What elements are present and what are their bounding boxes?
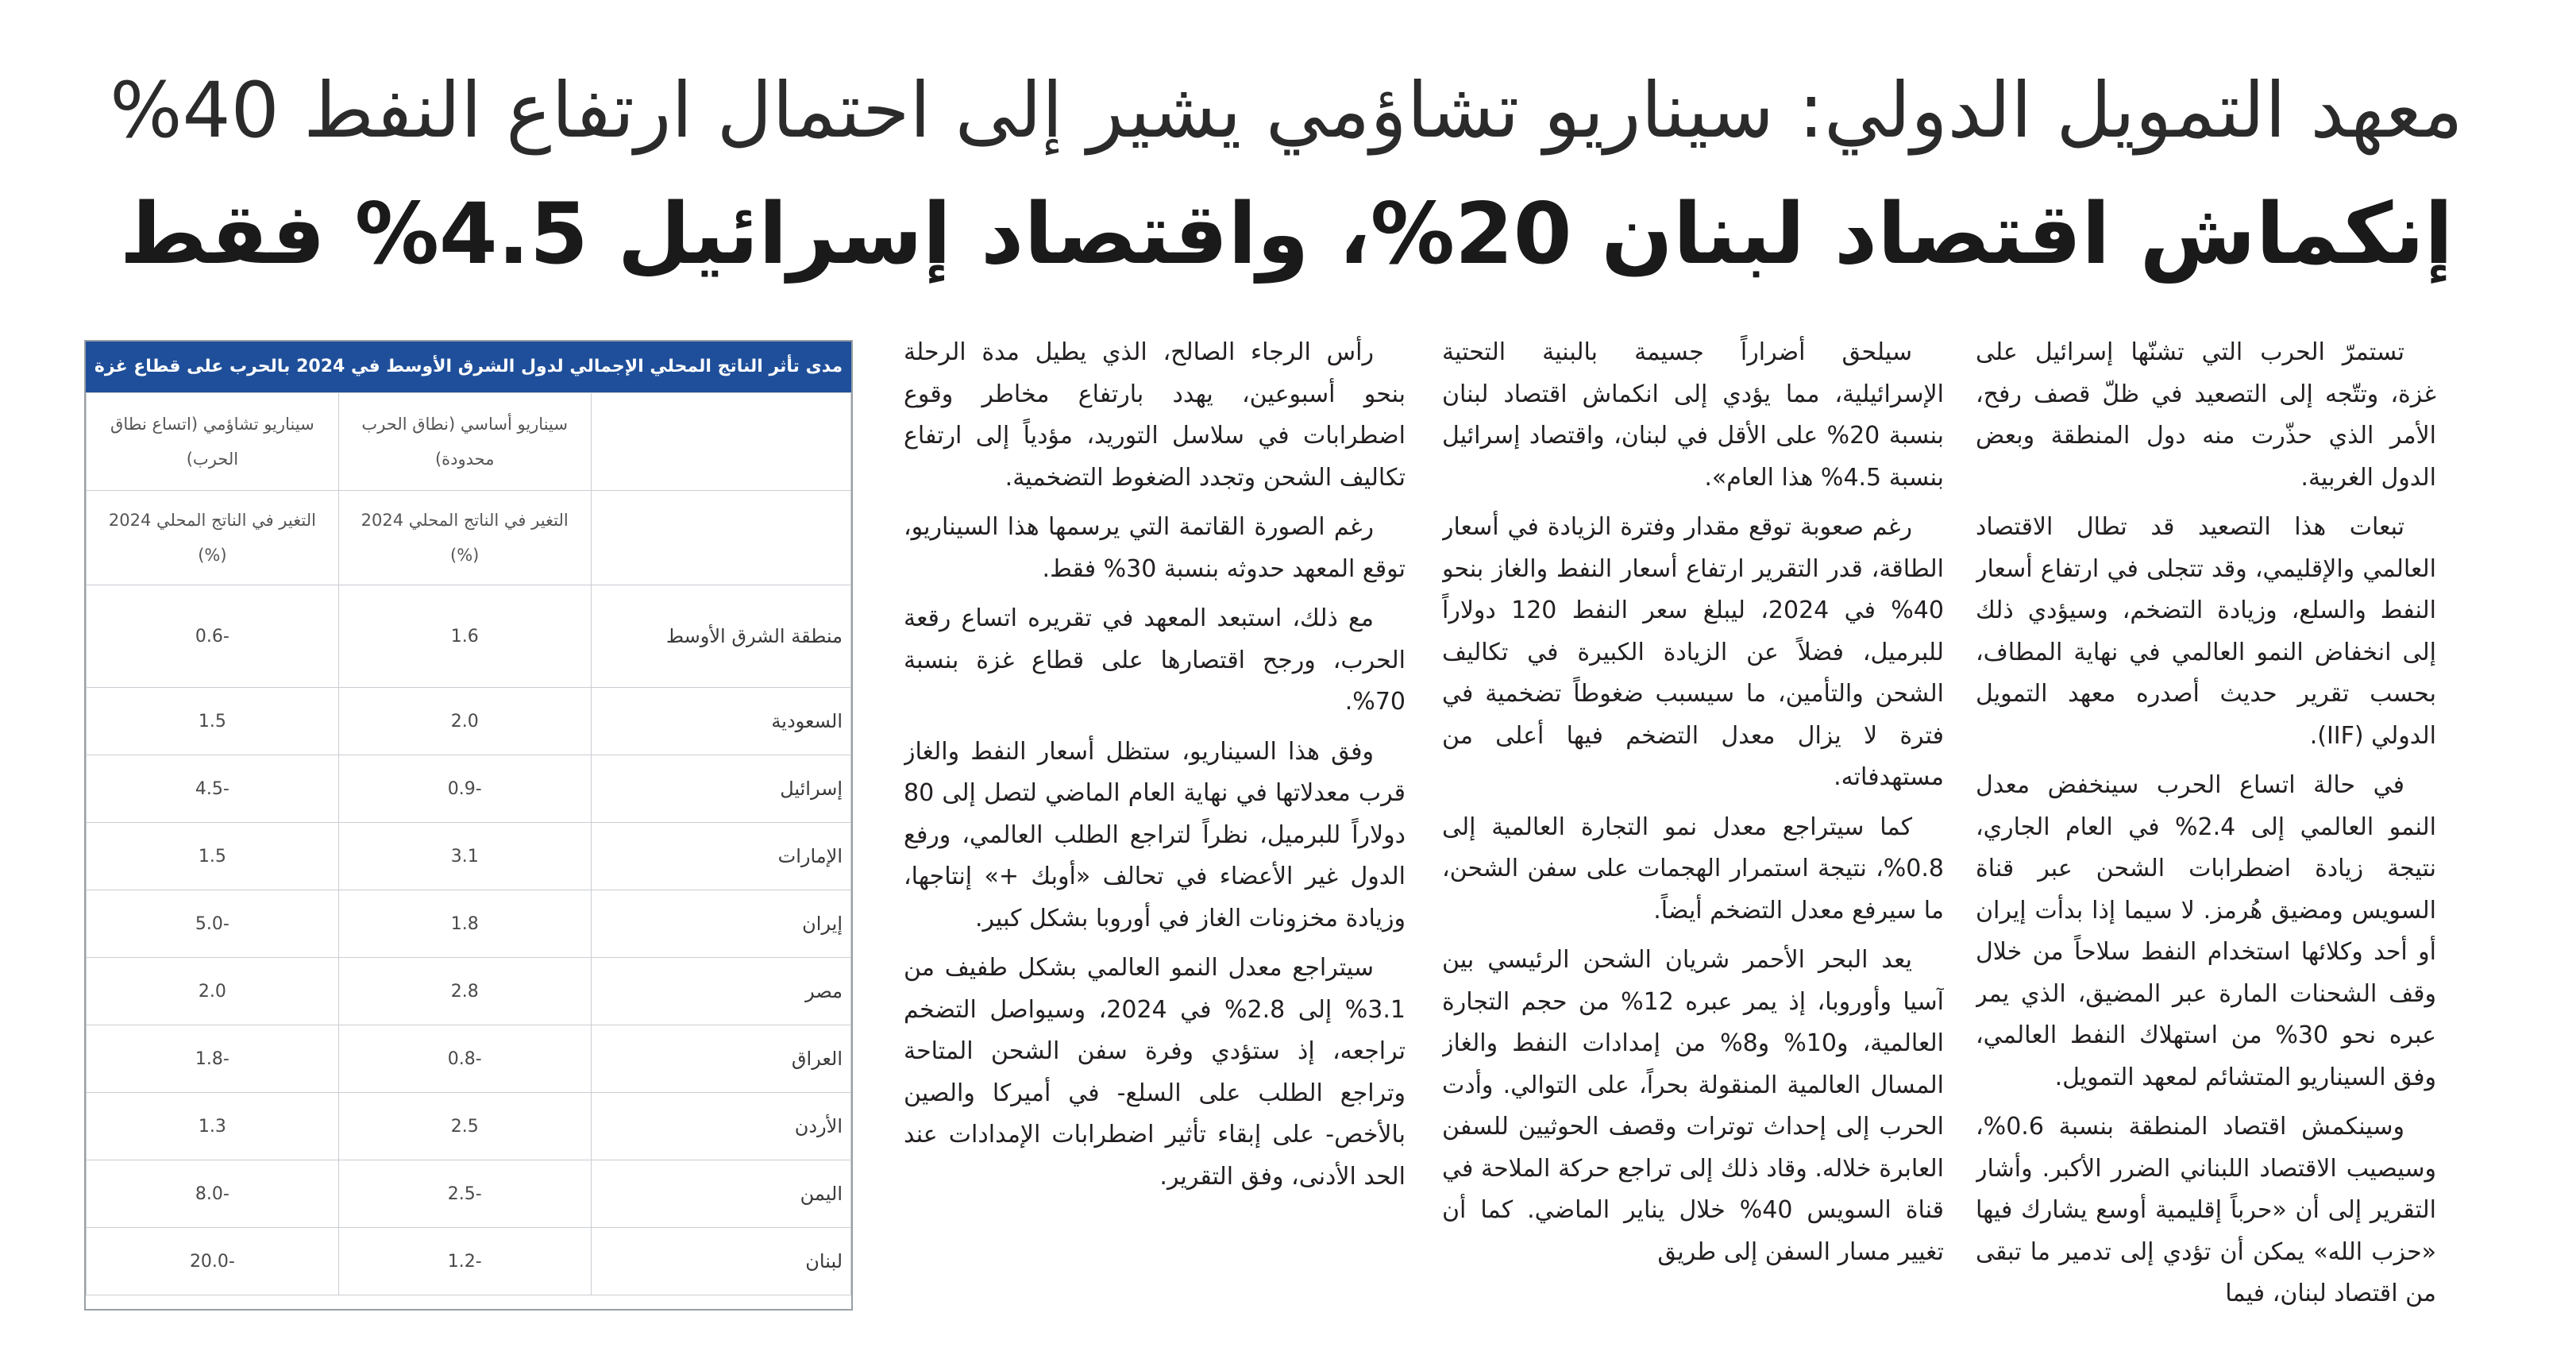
country-cell: مصر [591, 958, 850, 1025]
pessimistic-value-cell: -20.0 [87, 1228, 339, 1295]
subheader-empty-cell [591, 491, 850, 585]
base-value-cell: -0.9 [338, 755, 591, 823]
paragraph: وسينكمش اقتصاد المنطقة بنسبة 0.6%، وسيصيب الاقتصاد اللبناني الضرر الأكبر. وأشار التقرير إلى أن «حرباً إقليمية أوسع يشارك فيها «حزب الله» يمكن أن تؤدي إلى تدمير ما تبقى من اقتصاد لبنان، فيما [1976, 1113, 2436, 1307]
country-cell: الأردن [591, 1093, 850, 1160]
pessimistic-value-cell: -1.8 [87, 1025, 339, 1093]
base-value-cell: 3.1 [338, 823, 591, 890]
paragraph: يعد البحر الأحمر شريان الشحن الرئيسي بين آسيا وأوروبا، إذ يمر عبره 12% من حجم التجارة العالمية، و10% و8% من إمدادات النفط والغاز المسال العالمية المنقولة بحراً، على التوالي. وأدت الحرب إلى إحداث توترات وقصف الحوثيين للسفن العابرة خلاله. وقاد ذلك إلى تراجع حركة الملاحة في قناة السويس 40% خلال يناير الماضي. كما أن تغيير مسار السفن إلى طريق [1442, 946, 1944, 1266]
table-row [87, 823, 851, 890]
table-row [87, 1093, 851, 1160]
table-row [87, 1160, 851, 1228]
pessimistic-value-cell: 2.0 [87, 958, 339, 1025]
table-row [87, 890, 851, 958]
country-cell: الإمارات [591, 823, 850, 890]
pessimistic-value-cell: -5.0 [87, 890, 339, 958]
subheader-pessimistic: التغير في الناتج المحلي 2024 (%) [87, 491, 339, 585]
base-value-cell: 2.0 [338, 688, 591, 755]
country-cell: العراق [591, 1025, 850, 1093]
pessimistic-value-cell: -0.6 [87, 585, 339, 688]
base-value-cell: 1.8 [338, 890, 591, 958]
paragraph: سيلحق أضراراً جسيمة بالبنية التحتية الإسرائيلية، مما يؤدي إلى انكماش اقتصاد لبنان بنسبة 20% على الأقل في لبنان، واقتصاد إسرائيل بنسبة 4.5% هذا العام». [1442, 338, 1944, 492]
main-headline: إنكماش اقتصاد لبنان 20%، واقتصاد إسرائيل 4.5% فقط [119, 185, 2454, 283]
paragraph: رغم صعوبة توقع مقدار وفترة الزيادة في أسعار الطاقة، قدر التقرير ارتفاع أسعار النفط والغاز بنحو 40% في 2024، ليبلغ سعر النفط 120 دولاراً للبرميل، فضلاً عن الزيادة الكبيرة في تكاليف الشحن والتأمين، ما سيسبب ضغوطاً تضخمية في فترة لا يزال معدل التضخم فيها أعلى من مستهدفاته. [1442, 513, 1944, 791]
table-title: مدى تأثر الناتج المحلي الإجمالي لدول الشرق الأوسط في 2024 بالحرب على قطاع غزة [86, 342, 851, 392]
table-row [87, 958, 851, 1025]
country-cell: اليمن [591, 1160, 850, 1228]
base-value-cell: -1.2 [338, 1228, 591, 1295]
pessimistic-value-cell: 1.3 [87, 1093, 339, 1160]
paragraph: في حالة اتساع الحرب سينخفض معدل النمو العالمي إلى 2.4% في العام الجاري، نتيجة زيادة اضطرابات الشحن عبر قناة السويس ومضيق هُرمز. لا سيما إذا بدأت إيران أو أحد وكلائها استخدام النفط سلاحاً من خلال وقف الشحنات المارة عبر المضيق، الذي يمر عبره نحو 30% من استهلاك النفط العالمي، وفق السيناريو المتشائم لمعهد التمويل. [1976, 771, 2436, 1091]
table-row [87, 1025, 851, 1093]
paragraph: وفق هذا السيناريو، ستظل أسعار النفط والغاز قرب معدلاتها في نهاية العام الماضي لتصل إلى 80 دولاراً للبرميل، نظراً لتراجع الطلب العالمي، ورفع الدول غير الأعضاء في تحالف «أوبك +» إنتاجها، وزيادة مخزونات الغاز في أوروبا بشكل كبير. [904, 737, 1406, 932]
gdp-impact-table-box [84, 340, 853, 1311]
paragraph: كما سيتراجع معدل نمو التجارة العالمية إلى 0.8%، نتيجة استمرار الهجمات على سفن الشحن، ما سيرفع معدل التضخم أيضاً. [1442, 813, 1944, 925]
base-value-cell: -2.5 [338, 1160, 591, 1228]
paragraph: مع ذلك، استبعد المعهد في تقريره اتساع رقعة الحرب، ورجح اقتصارها على قطاع غزة بنسبة 70%. [904, 604, 1406, 716]
base-value-cell: 2.5 [338, 1093, 591, 1160]
kicker-headline: معهد التمويل الدولي: سيناريو تشاؤمي يشير إلى احتمال ارتفاع النفط 40% [110, 66, 2463, 155]
pessimistic-value-cell: 1.5 [87, 688, 339, 755]
article-column-2 [1442, 332, 1944, 1317]
table-row [87, 585, 851, 688]
paragraph: رأس الرجاء الصالح، الذي يطيل مدة الرحلة بنحو أسبوعين، يهدد بارتفاع مخاطر وقوع اضطرابات في سلاسل التوريد، مؤدياً إلى ارتفاع تكاليف الشحن وتجدد الضغوط التضخمية. [904, 338, 1406, 492]
table-row [87, 755, 851, 823]
pessimistic-value-cell: -4.5 [87, 755, 339, 823]
header-empty-cell [591, 393, 850, 491]
table-header-row [87, 393, 851, 491]
base-value-cell: 1.6 [338, 585, 591, 688]
pessimistic-value-cell: -8.0 [87, 1160, 339, 1228]
gdp-impact-table [86, 392, 851, 1295]
base-value-cell: 2.8 [338, 958, 591, 1025]
base-value-cell: -0.8 [338, 1025, 591, 1093]
country-cell: إيران [591, 890, 850, 958]
header-pessimistic-scenario: سيناريو تشاؤمي (اتساع نطاق الحرب) [87, 393, 339, 491]
table-row [87, 688, 851, 755]
paragraph: سيتراجع معدل النمو العالمي بشكل طفيف من 3.1% إلى 2.8% في 2024، وسيواصل التضخم تراجعه، إذ ستؤدي وفرة سفن الشحن المتاحة وتراجع الطلب على السلع- في أميركا والصين بالأخص- على إبقاء تأثير اضطرابات الإمدادات عند الحد الأدنى، وفق التقرير. [904, 954, 1406, 1191]
header-base-scenario: سيناريو أساسي (نطاق الحرب محدودة) [338, 393, 591, 491]
paragraph: رغم الصورة القاتمة التي يرسمها هذا السيناريو، توقع المعهد حدوثه بنسبة 30% فقط. [904, 513, 1406, 583]
country-cell: منطقة الشرق الأوسط [591, 585, 850, 688]
pessimistic-value-cell: 1.5 [87, 823, 339, 890]
subheader-base: التغير في الناتج المحلي 2024 (%) [338, 491, 591, 585]
country-cell: لبنان [591, 1228, 850, 1295]
table-subheader-row [87, 491, 851, 585]
paragraph: تبعات هذا التصعيد قد تطال الاقتصاد العالمي والإقليمي، وقد تتجلى في ارتفاع أسعار النفط والسلع، وزيادة التضخم، وسيؤدي ذلك إلى انخفاض النمو العالمي في نهاية المطاف، بحسب تقرير حديث أصدره معهد التمويل الدولي (IIF). [1976, 513, 2436, 750]
table-row [87, 1228, 851, 1295]
article-column-1 [1976, 332, 2436, 1317]
paragraph: تستمرّ الحرب التي تشنّها إسرائيل على غزة، وتتّجه إلى التصعيد في ظلّ قصف رفح، الأمر الذي حذّرت منه دول المنطقة وبعض الدول الغربية. [1976, 338, 2436, 492]
country-cell: إسرائيل [591, 755, 850, 823]
article-column-3 [904, 332, 1406, 1317]
country-cell: السعودية [591, 688, 850, 755]
